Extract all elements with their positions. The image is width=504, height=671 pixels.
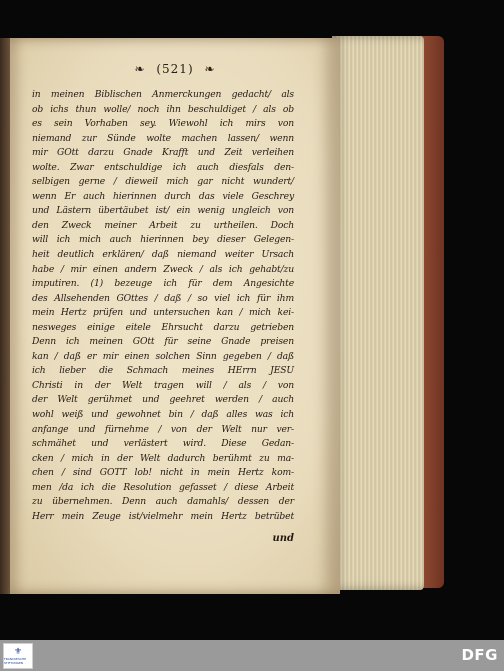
text-line: und Lästern übertäubet ist/ ein wenig ungleich von xyxy=(32,205,294,217)
text-line: in meinen Biblischen Anmerckungen gedacht/ als xyxy=(32,89,294,100)
book-page xyxy=(10,38,340,594)
ornament-left-icon: ❧ xyxy=(134,62,146,76)
text-line: zu übernehmen. Denn auch damahls/ dessen der xyxy=(32,496,294,508)
text-line: ich lieber die Schmach meines HErrn JESU xyxy=(32,365,294,377)
text-line: imputiren. (1) bezeuge ich für dem Angesichte xyxy=(32,278,294,290)
text-line: schmähet und verlästert wird. Diese Gedan- xyxy=(32,438,294,450)
text-line: Herr mein Zeuge ist/vielmehr mein Hertz betrübet xyxy=(32,510,294,522)
text-line: Denn ich meinen GOtt für seine Gnade preisen xyxy=(32,336,294,348)
text-line: wohl weiß und gewohnet bin / daß alles was ich xyxy=(32,409,294,421)
text-line: cken / mich in der Welt dadurch berühmt zu ma- xyxy=(32,452,294,464)
page-edges xyxy=(332,36,424,590)
logo-emblem-icon: ⚜ xyxy=(13,646,23,657)
footer-bar xyxy=(0,640,504,671)
text-line: des Allsehenden GOttes / daß / so viel ich für ihm xyxy=(32,292,294,304)
text-line: habe / mir einen andern Zweck / als ich gehabt/zu xyxy=(32,263,294,275)
page-number: (521) xyxy=(156,62,194,76)
text-line: will ich mich auch hierinnen bey dieser Gelegen- xyxy=(32,234,294,246)
text-line: chen / sind GOTT lob! nicht in mein Hertz kom- xyxy=(32,467,294,479)
text-line: Christi in der Welt tragen will / als / von xyxy=(32,379,294,391)
text-line: men /da ich die Resolution gefasset / diese Arbeit xyxy=(32,481,294,493)
franckesche-stiftungen-logo[interactable] xyxy=(3,643,33,669)
text-line: heit deutlich erklären/ daß niemand weiter Ursach xyxy=(32,249,294,261)
text-line: kan / daß er mir einen solchen Sinn gegeben / daß xyxy=(32,350,294,362)
text-line: anfange und fürnehme / von der Welt nur ver- xyxy=(32,423,294,435)
dfg-logo[interactable]: DFG xyxy=(461,646,498,664)
body-text xyxy=(32,88,294,524)
book-cover-left xyxy=(0,38,10,594)
running-head xyxy=(10,62,340,76)
text-line: es sein Vorhaben sey. Wiewohl ich mirs von xyxy=(32,118,294,130)
catchword: und xyxy=(272,533,294,544)
ornament-right-icon: ❧ xyxy=(204,62,216,76)
text-line: den Zweck meiner Arbeit zu urtheilen. Doch xyxy=(32,219,294,231)
text-line: ob ichs thun wolle/ noch ihn beschuldiget / als ob xyxy=(32,103,294,115)
text-line: wenn Er auch hierinnen durch das viele Geschrey xyxy=(32,190,294,202)
text-line: nesweges einige eitele Ehrsucht darzu getrieben xyxy=(32,321,294,333)
text-line: wolte. Zwar entschuldige ich auch diesfals den- xyxy=(32,161,294,173)
text-line: niemand zur Sünde wolte machen lassen/ wenn xyxy=(32,132,294,144)
logo-caption: FRANCKESCHE STIFTUNGEN xyxy=(4,656,27,665)
text-line: mir GOtt darzu Gnade Krafft und Zeit verleihen xyxy=(32,147,294,159)
text-line: der Welt gerühmet und geehret werden / auch xyxy=(32,394,294,406)
text-line: selbigen gerne / dieweil mich gar nicht wundert/ xyxy=(32,176,294,188)
text-line: mein Hertz prüfen und untersuchen kan / mich kei- xyxy=(32,307,294,319)
